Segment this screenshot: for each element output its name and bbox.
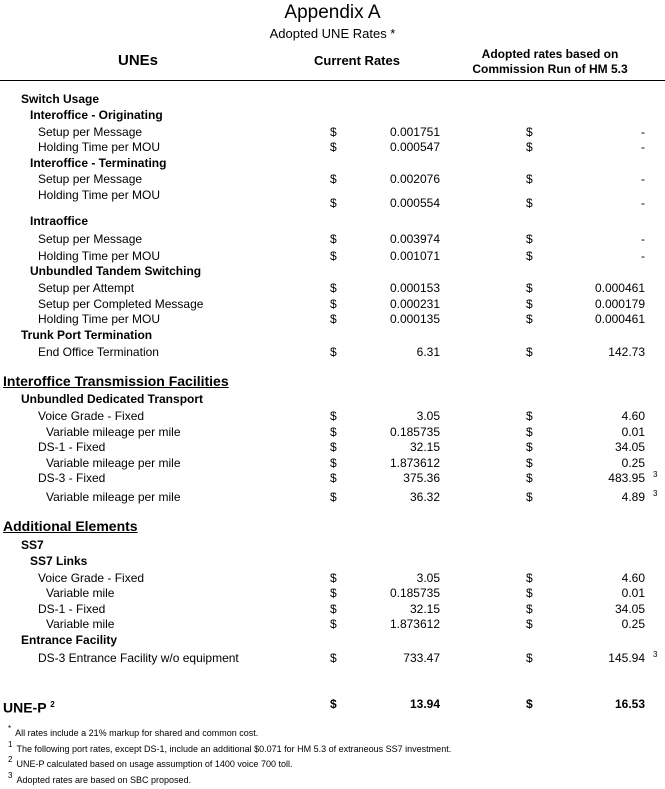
row-label: Additional Elements (3, 518, 138, 534)
adopted-currency: $ (526, 490, 533, 504)
current-rate: 32.15 (409, 440, 440, 454)
table-row (0, 440, 665, 455)
footnote (8, 771, 192, 785)
row-label: Holding Time per MOU (38, 312, 161, 326)
adopted-rate: - (641, 232, 645, 246)
table-row (0, 571, 665, 586)
table-row (0, 471, 665, 486)
footnote-text: All rates include a 21% markup for shared and common cost. (15, 728, 259, 738)
table-row (0, 92, 665, 107)
footnote-mark: * (8, 724, 12, 733)
adopted-rate: 4.60 (621, 571, 645, 585)
page-title: Appendix A (284, 2, 381, 23)
table-row (0, 172, 665, 187)
row-label: DS-3 - Fixed (38, 471, 106, 485)
unep-adopted-currency: $ (526, 697, 533, 711)
adopted-header-line1: Adopted rates based on (481, 47, 619, 61)
table-row (0, 374, 665, 389)
current-currency: $ (330, 602, 337, 616)
adopted-rate: 0.25 (621, 456, 645, 470)
row-label: DS-1 - Fixed (38, 602, 106, 616)
column-header-adopted-rates (460, 47, 640, 77)
table-row (0, 345, 665, 360)
row-label: Switch Usage (21, 92, 100, 106)
current-currency: $ (330, 425, 337, 439)
row-label: Intraoffice (30, 214, 89, 228)
table-row (0, 538, 665, 553)
current-rate: 3.05 (416, 409, 440, 423)
adopted-rate: 0.25 (621, 617, 645, 631)
unep-row (0, 697, 665, 716)
table-row (0, 108, 665, 123)
adopted-rate: 4.60 (621, 409, 645, 423)
adopted-rate: 483.95 (608, 471, 645, 485)
footnote-text: Adopted rates are based on SBC proposed. (16, 775, 192, 785)
table-row (0, 519, 665, 534)
current-rate: 0.185735 (389, 425, 440, 439)
table-row (0, 125, 665, 140)
unep-current-currency: $ (330, 697, 337, 711)
row-label: SS7 Links (30, 554, 88, 568)
table-row (0, 633, 665, 648)
row-label: Voice Grade - Fixed (38, 571, 145, 585)
row-label: Variable mile (46, 617, 115, 631)
current-currency: $ (330, 232, 337, 246)
page-subtitle: Adopted UNE Rates * (269, 26, 396, 41)
row-label: Setup per Message (38, 125, 143, 139)
current-rate: 0.002076 (389, 172, 440, 186)
unep-current-value: 13.94 (409, 697, 440, 711)
footnote-marker: 3 (653, 470, 658, 479)
footnote-mark: 2 (8, 755, 13, 764)
table-row (0, 554, 665, 569)
adopted-currency: $ (526, 140, 533, 154)
table-row (0, 264, 665, 279)
table-row (0, 232, 665, 247)
footnote-text: UNE-P calculated based on usage assumption of 1400 voice 700 toll. (16, 759, 293, 769)
current-rate: 0.000135 (389, 312, 440, 326)
adopted-rate: - (641, 172, 645, 186)
column-header-current-rates: Current Rates (314, 53, 400, 68)
adopted-currency: $ (526, 196, 533, 210)
row-label: Unbundled Dedicated Transport (21, 392, 204, 406)
current-currency: $ (330, 586, 337, 600)
adopted-currency: $ (526, 281, 533, 295)
adopted-currency: $ (526, 172, 533, 186)
table-row (0, 297, 665, 312)
adopted-currency: $ (526, 125, 533, 139)
adopted-currency: $ (526, 297, 533, 311)
adopted-currency: $ (526, 651, 533, 665)
current-currency: $ (330, 249, 337, 263)
row-label: Holding Time per MOU (38, 188, 161, 202)
adopted-currency: $ (526, 425, 533, 439)
current-rate: 1.873612 (389, 617, 440, 631)
adopted-header-line2: Commission Run of HM 5.3 (472, 62, 628, 76)
adopted-rate: 145.94 (608, 651, 645, 665)
footnote (8, 755, 293, 769)
current-rate: 0.001751 (389, 125, 440, 139)
row-label: DS-1 - Fixed (38, 440, 106, 454)
adopted-currency: $ (526, 409, 533, 423)
adopted-rate: 0.000179 (594, 297, 645, 311)
table-row (0, 156, 665, 171)
adopted-rate: 34.05 (614, 440, 645, 454)
footnote (8, 740, 452, 754)
row-label: Setup per Message (38, 232, 143, 246)
adopted-rate: 0.000461 (594, 281, 645, 295)
table-row (0, 602, 665, 617)
row-label: Variable mile (46, 586, 115, 600)
row-label: End Office Termination (38, 345, 159, 359)
current-currency: $ (330, 125, 337, 139)
row-label: Variable mileage per mile (46, 456, 181, 470)
table-row (0, 328, 665, 343)
current-currency: $ (330, 440, 337, 454)
row-label: Entrance Facility (21, 633, 118, 647)
current-rate: 1.873612 (389, 456, 440, 470)
current-rate: 6.31 (416, 345, 440, 359)
current-rate: 0.185735 (389, 586, 440, 600)
table-row (0, 425, 665, 440)
footnote-marker: 3 (653, 489, 658, 498)
adopted-currency: $ (526, 617, 533, 631)
table-row (0, 651, 665, 666)
current-rate: 0.000153 (389, 281, 440, 295)
table-row (0, 409, 665, 424)
table-row (0, 586, 665, 601)
current-currency: $ (330, 297, 337, 311)
current-currency: $ (330, 172, 337, 186)
adopted-currency: $ (526, 312, 533, 326)
adopted-currency: $ (526, 586, 533, 600)
adopted-currency: $ (526, 471, 533, 485)
row-label: Holding Time per MOU (38, 249, 161, 263)
adopted-rate: 0.01 (621, 425, 645, 439)
adopted-rate: - (641, 196, 645, 210)
row-label: Interoffice - Originating (30, 108, 163, 122)
table-row (0, 490, 665, 505)
adopted-currency: $ (526, 571, 533, 585)
current-currency: $ (330, 490, 337, 504)
table-row (0, 196, 665, 211)
current-currency: $ (330, 312, 337, 326)
adopted-currency: $ (526, 232, 533, 246)
current-currency: $ (330, 140, 337, 154)
current-currency: $ (330, 571, 337, 585)
table-row (0, 249, 665, 264)
current-currency: $ (330, 345, 337, 359)
unep-adopted-value: 16.53 (614, 697, 645, 711)
current-rate: 375.36 (403, 471, 440, 485)
current-rate: 0.000231 (389, 297, 440, 311)
current-rate: 0.000547 (389, 140, 440, 154)
adopted-rate: 4.89 (621, 490, 645, 504)
table-row (0, 214, 665, 229)
table-row (0, 281, 665, 296)
current-rate: 32.15 (409, 602, 440, 616)
footnote-mark: 1 (8, 740, 13, 749)
row-label: Interoffice - Terminating (30, 156, 167, 170)
adopted-currency: $ (526, 602, 533, 616)
adopted-rate: - (641, 125, 645, 139)
adopted-rate: 0.000461 (594, 312, 645, 326)
header-divider (0, 80, 665, 81)
row-label: Voice Grade - Fixed (38, 409, 145, 423)
row-label: Setup per Message (38, 172, 143, 186)
current-currency: $ (330, 471, 337, 485)
unep-label: UNE-P $^2$ (3, 699, 55, 716)
table-row (0, 140, 665, 155)
current-currency: $ (330, 409, 337, 423)
table-row (0, 312, 665, 327)
adopted-currency: $ (526, 456, 533, 470)
adopted-rate: - (641, 249, 645, 263)
adopted-currency: $ (526, 440, 533, 454)
adopted-rate: 142.73 (608, 345, 645, 359)
adopted-rate: - (641, 140, 645, 154)
current-rate: 0.000554 (389, 196, 440, 210)
footnote-text: The following port rates, except DS-1, include an additional $0.071 for HM 5.3 of extraneous SS7 investment. (16, 744, 452, 754)
row-label: Setup per Completed Message (38, 297, 204, 311)
table-row (0, 456, 665, 471)
adopted-rate: 34.05 (614, 602, 645, 616)
current-rate: 0.001071 (389, 249, 440, 263)
current-rate: 3.05 (416, 571, 440, 585)
column-header-unes: UNEs (118, 52, 159, 69)
current-rate: 36.32 (409, 490, 440, 504)
row-label: Variable mileage per mile (46, 490, 181, 504)
current-currency: $ (330, 281, 337, 295)
row-label: Holding Time per MOU (38, 140, 161, 154)
row-label: SS7 (21, 538, 44, 552)
row-label: Unbundled Tandem Switching (30, 264, 202, 278)
row-label: DS-3 Entrance Facility w/o equipment (38, 651, 239, 665)
adopted-currency: $ (526, 249, 533, 263)
adopted-currency: $ (526, 345, 533, 359)
row-label: Interoffice Transmission Facilities (3, 373, 229, 389)
row-label: Variable mileage per mile (46, 425, 181, 439)
table-row (0, 617, 665, 632)
current-rate: 0.003974 (389, 232, 440, 246)
row-label: Setup per Attempt (38, 281, 135, 295)
current-rate: 733.47 (403, 651, 440, 665)
footnote (8, 724, 259, 738)
current-currency: $ (330, 651, 337, 665)
current-currency: $ (330, 617, 337, 631)
table-row (0, 392, 665, 407)
row-label: Trunk Port Termination (21, 328, 153, 342)
adopted-rate: 0.01 (621, 586, 645, 600)
current-currency: $ (330, 456, 337, 470)
current-currency: $ (330, 196, 337, 210)
footnote-marker: 3 (653, 650, 658, 659)
footnote-mark: 3 (8, 771, 13, 780)
